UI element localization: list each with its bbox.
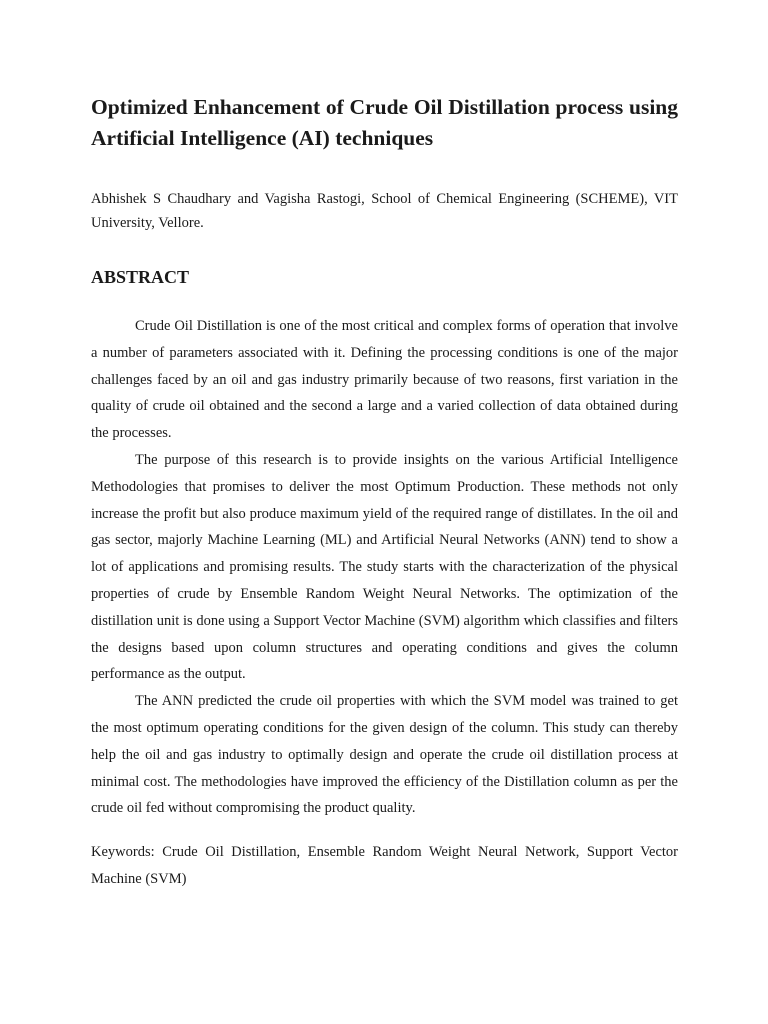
abstract-paragraph: Crude Oil Distillation is one of the most critical and complex forms of operation that involve a number of parameters associated with it. Defining the processing conditions is one of the major challenges faced by an oil and gas industry primarily because of two reasons, first variation in the quality of crude oil obtained and the second a large and a varied collection of data obtained during the processes. <box>91 318 678 442</box>
paper-title: Optimized Enhancement of Crude Oil Distillation process using Artificial Intelligence (AI) techniques <box>91 95 678 150</box>
abstract-paragraph: The ANN predicted the crude oil properties with which the SVM model was trained to get the most optimum operating conditions for the given design of the column. This study can thereby help the oil and gas industry to optimally design and operate the crude oil distillation process at minimal cost. The methodologies have improved the efficiency of the Distillation column as per the crude oil fed without compromising the product quality. <box>91 693 678 817</box>
abstract-body <box>91 313 678 822</box>
paper-keywords: Keywords: Crude Oil Distillation, Ensemble Random Weight Neural Network, Support Vector Machine (SVM) <box>91 844 678 887</box>
abstract-paragraph: The purpose of this research is to provide insights on the various Artificial Intelligence Methodologies that promises to deliver the most Optimum Production. These methods not only increase the profit but also produce maximum yield of the required range of distillates. In the oil and gas sector, majorly Machine Learning (ML) and Artificial Neural Networks (ANN) tend to show a lot of applications and promising results. The study starts with the characterization of the physical properties of crude by Ensemble Random Weight Neural Networks. The optimization of the distillation unit is done using a Support Vector Machine (SVM) algorithm which classifies and filters the designs based upon column structures and operating conditions and gives the column performance as the output. <box>91 451 678 683</box>
paper-page <box>91 92 678 893</box>
paper-authors: Abhishek S Chaudhary and Vagisha Rastogi, School of Chemical Engineering (SCHEME), VIT University, Vellore. <box>91 191 678 231</box>
abstract-heading: ABSTRACT <box>91 267 190 287</box>
